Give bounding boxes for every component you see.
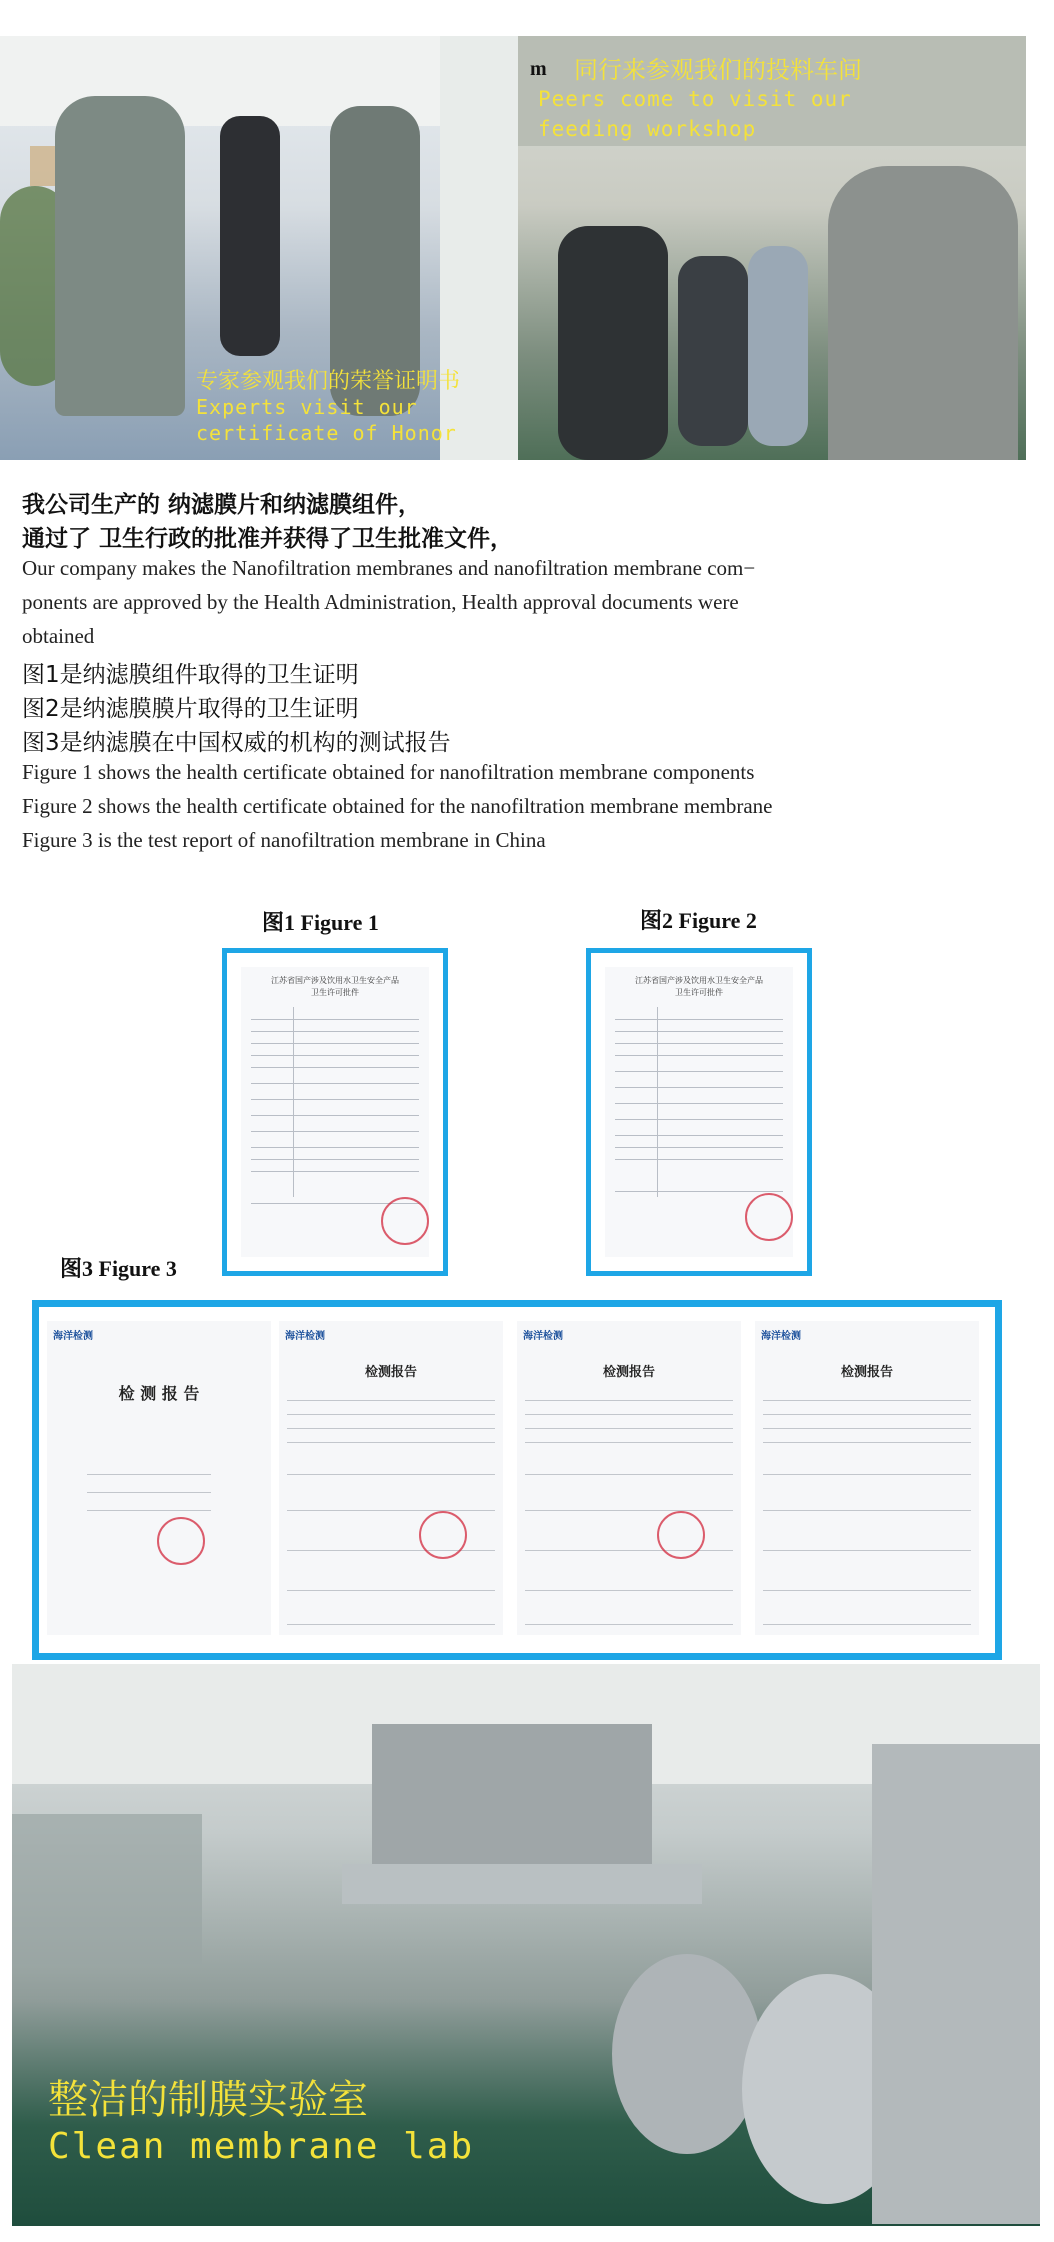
certificate-header-line2: 卫生许可批件 bbox=[675, 988, 723, 997]
lab-caption-cn: 整洁的制膜实验室 bbox=[48, 2077, 368, 2123]
lab-caption-en: Clean membrane lab bbox=[48, 2126, 475, 2167]
person-back bbox=[55, 96, 185, 416]
report-page-title: 检测报告 bbox=[602, 1365, 655, 1380]
wall bbox=[440, 36, 518, 460]
photo-clean-membrane-lab bbox=[12, 1664, 1040, 2226]
certificate-document bbox=[241, 967, 429, 1257]
report-page-title: 检测报告 bbox=[364, 1365, 417, 1380]
steel-cabinet bbox=[872, 1744, 1040, 2224]
certificate-header-line1: 江苏省国产涉及饮用水卫生安全产品 bbox=[271, 976, 399, 985]
intro-en-line3: obtained bbox=[22, 624, 95, 648]
fig-cn-line1: 图1是纳滤膜组件取得的卫生证明 bbox=[22, 662, 359, 688]
caption-cn: 专家参观我们的荣誉证明书 bbox=[196, 369, 461, 394]
photo-experts-visit bbox=[0, 36, 518, 460]
marker-text: m bbox=[530, 58, 548, 80]
intro-cn-line1: 我公司生产的 纳滤膜片和纳滤膜组件， bbox=[22, 492, 422, 518]
membrane-roll bbox=[612, 1954, 762, 2154]
figure1-label: 图1 Figure 1 bbox=[262, 910, 379, 935]
photo-peers-visit bbox=[518, 36, 1026, 460]
figure3-label: 图3 Figure 3 bbox=[60, 1256, 177, 1281]
report-logo: 海洋检测 bbox=[523, 1331, 563, 1342]
person bbox=[748, 246, 808, 446]
intro-cn-line2: 通过了 卫生行政的批准并获得了卫生批准文件， bbox=[22, 526, 514, 552]
report-page bbox=[279, 1321, 503, 1635]
figure2-certificate bbox=[586, 948, 812, 1276]
caption-en-line1: Peers come to visit our bbox=[538, 87, 852, 111]
red-stamp bbox=[419, 1511, 467, 1559]
red-stamp bbox=[157, 1517, 205, 1565]
red-stamp bbox=[381, 1197, 429, 1245]
figure1-certificate bbox=[222, 948, 448, 1276]
reactor-tank bbox=[828, 166, 1018, 460]
workbench bbox=[12, 1814, 202, 1964]
fig-cn-line2: 图2是纳滤膜膜片取得的卫生证明 bbox=[22, 696, 359, 722]
fig-cn-line3: 图3是纳滤膜在中国权威的机构的测试报告 bbox=[22, 730, 451, 756]
caption-en-line2: certificate of Honor bbox=[196, 421, 457, 445]
caption-en-line1: Experts visit our bbox=[196, 395, 418, 419]
person bbox=[220, 116, 280, 356]
red-stamp bbox=[657, 1511, 705, 1559]
person bbox=[678, 256, 748, 446]
report-page bbox=[755, 1321, 979, 1635]
report-page bbox=[517, 1321, 741, 1635]
report-logo: 海洋检测 bbox=[761, 1331, 801, 1342]
intro-en-line2: ponents are approved by the Health Administration, Health approval documents were bbox=[22, 590, 739, 614]
caption-en-line2: feeding workshop bbox=[538, 117, 757, 141]
fig-en-line3: Figure 3 is the test report of nanofiltration membrane in China bbox=[22, 828, 546, 852]
person bbox=[558, 226, 668, 460]
report-cover-title: 检 测 报 告 bbox=[118, 1384, 200, 1403]
certificate-header-line2: 卫生许可批件 bbox=[311, 988, 359, 997]
certificate-header-line1: 江苏省国产涉及饮用水卫生安全产品 bbox=[635, 976, 763, 985]
report-page-title: 检测报告 bbox=[840, 1365, 893, 1380]
report-cover bbox=[47, 1321, 271, 1635]
report-logo: 海洋检测 bbox=[285, 1331, 325, 1342]
machine-hood bbox=[372, 1724, 652, 1864]
certificate-document bbox=[605, 967, 793, 1257]
figure3-test-reports bbox=[32, 1300, 1002, 1660]
conveyor bbox=[342, 1864, 702, 1904]
figure2-label: 图2 Figure 2 bbox=[640, 908, 757, 933]
fig-en-line1: Figure 1 shows the health certificate obtained for nanofiltration membrane components bbox=[22, 760, 755, 784]
intro-en-line1: Our company makes the Nanofiltration membranes and nanofiltration membrane com− bbox=[22, 556, 756, 580]
red-stamp bbox=[745, 1193, 793, 1241]
report-logo: 海洋检测 bbox=[53, 1331, 93, 1342]
caption-cn: 同行来参观我们的投料车间 bbox=[574, 56, 862, 84]
fig-en-line2: Figure 2 shows the health certificate obtained for the nanofiltration membrane membrane bbox=[22, 794, 773, 818]
